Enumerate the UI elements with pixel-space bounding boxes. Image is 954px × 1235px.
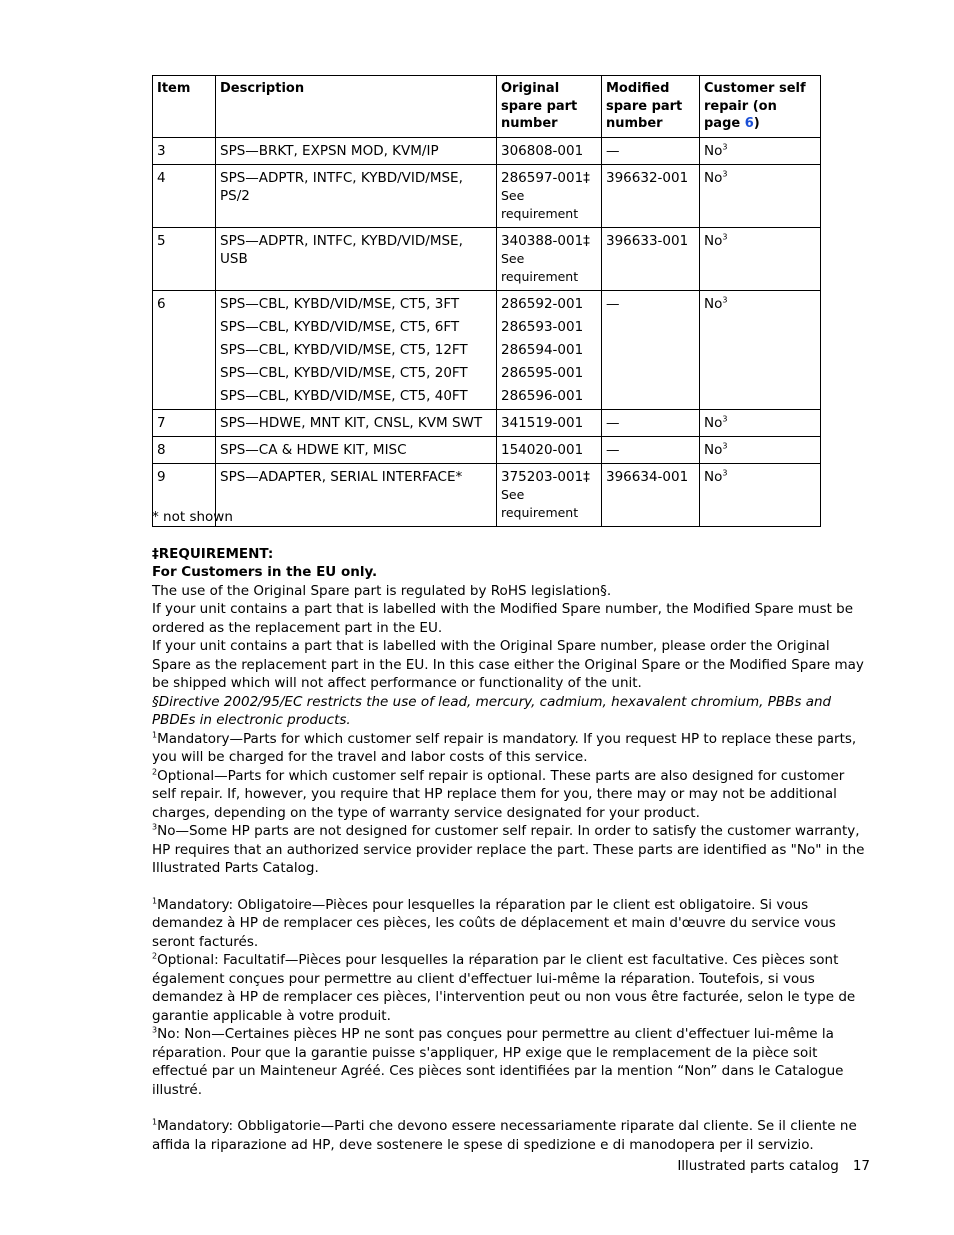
footer-section-title: Illustrated parts catalog — [677, 1158, 839, 1174]
description-line: SPS—CBL, KYBD/VID/MSE, CT5, 20FT — [220, 364, 468, 381]
footnote-number: 3 — [152, 1025, 158, 1035]
item-cell: 9 — [153, 463, 216, 526]
modified-part-cell: — — [602, 137, 700, 164]
footnote-definition — [152, 767, 872, 823]
customer-self-repair-cell — [700, 164, 821, 227]
french-definitions — [152, 896, 872, 1100]
description-line: SPS—CBL, KYBD/VID/MSE, CT5, 6FT — [220, 318, 460, 335]
header-csr-close: ) — [753, 116, 760, 131]
csr-value: No — [704, 142, 723, 159]
description-cell — [216, 227, 497, 290]
original-part-number: 286594-001 — [501, 341, 584, 358]
footnote-definition — [152, 951, 872, 1025]
customer-self-repair-cell — [700, 290, 821, 409]
header-original-spare: Original spare part number — [497, 76, 602, 138]
csr-value: No — [704, 441, 723, 458]
original-part-cell — [497, 436, 602, 463]
original-part-number: 286595-001 — [501, 364, 584, 381]
customer-self-repair-cell — [700, 227, 821, 290]
footnote-ref: 3 — [722, 169, 728, 178]
table-row — [153, 227, 821, 290]
description-line: SPS—CA & HDWE KIT, MISC — [220, 441, 407, 458]
footnote-text: Optional: Facultatif—Pièces pour lesquelles la réparation par le client est facultative. Ces pièces sont également conçues pour permettre au client d'effectuer lui-même la réparation. Toutefois, si vous demandez à HP de remplacer ces pièces, l'intervention peut ou non vous être facturée, selon le type de garantie applicable à votre produit. — [152, 952, 856, 1024]
directive-note: §Directive 2002/95/EC restricts the use of lead, mercury, cadmium, hexavalent chromium, PBBs and PBDEs in electronic products. — [152, 693, 832, 728]
english-definitions — [152, 730, 872, 878]
footnote-number: 3 — [152, 822, 158, 832]
description-line: SPS—HDWE, MNT KIT, CNSL, KVM SWT — [220, 414, 483, 431]
modified-part-cell: 396633-001 — [602, 227, 700, 290]
customer-self-repair-cell — [700, 409, 821, 436]
original-part-number: 340388-001‡ — [501, 232, 590, 249]
original-part-cell — [497, 164, 602, 227]
footnote-text: No: Non—Certaines pièces HP ne sont pas conçues pour permettre au client d'effectuer lui-même la réparation. Pour que la garantie puisse s'appliquer, HP exige que le remplacement de la pièce soit effectué par un Mainteneur Agréé. Ces pièces sont identifiées par la mention “Non” dans le Catalogue illustré. — [152, 1026, 844, 1098]
original-part-number: 286592-001 — [501, 295, 584, 312]
table-header-row — [153, 76, 821, 138]
csr-value: No — [704, 468, 723, 485]
footnote-ref: 3 — [722, 142, 728, 151]
footnote-text: Mandatory: Obbligatorie—Parti che devono essere necessariamente riparate dal cliente. Se il cliente ne affida la riparazione ad HP, deve sostenere le spese di spedizione e di manodopera per il servizio. — [152, 1118, 857, 1153]
csr-value: No — [704, 414, 723, 431]
modified-part-cell: — — [602, 436, 700, 463]
original-part-cell — [497, 227, 602, 290]
description-cell — [216, 290, 497, 409]
footnote-number: 1 — [152, 896, 158, 905]
footnote-number: 2 — [152, 767, 158, 776]
see-requirement-note: See requirement — [501, 486, 579, 520]
description-cell — [216, 137, 497, 164]
page-6-link[interactable]: 6 — [744, 116, 754, 131]
see-requirement-note: See requirement — [501, 250, 579, 284]
item-cell: 7 — [153, 409, 216, 436]
description-line: SPS—CBL, KYBD/VID/MSE, CT5, 40FT — [220, 387, 468, 404]
description-cell — [216, 436, 497, 463]
footnote-number: 1 — [152, 1117, 158, 1127]
modified-spare-note: If your unit contains a part that is labelled with the Modified Spare number, the Modified Spare must be ordered as the replacement part in the EU. — [152, 601, 854, 636]
requirement-heading: ‡REQUIREMENT: — [152, 545, 274, 562]
item-cell: 5 — [153, 227, 216, 290]
modified-part-cell: 396634-001 — [602, 463, 700, 526]
original-part-number: 286596-001 — [501, 387, 584, 404]
footnote-text: No—Some HP parts are not designed for customer self repair. In order to satisfy the customer warranty, HP requires that an authorized service provider replace the part. These parts are identified as "No" in the Illustrated Parts Catalog. — [152, 823, 865, 876]
original-part-number: 341519-001 — [501, 414, 584, 431]
header-modified-spare: Modified spare part number — [602, 76, 700, 138]
modified-part-cell: 396632-001 — [602, 164, 700, 227]
description-line: SPS—ADAPTER, SERIAL INTERFACE* — [220, 468, 463, 485]
modified-part-cell: — — [602, 290, 700, 409]
description-line: SPS—BRKT, EXPSN MOD, KVM/IP — [220, 142, 439, 159]
original-part-cell — [497, 409, 602, 436]
footnote-definition — [152, 1117, 872, 1154]
original-part-number: 306808-001 — [501, 142, 584, 159]
page-footer — [677, 1158, 870, 1174]
table-body — [153, 137, 821, 526]
description-line: SPS—ADPTR, INTFC, KYBD/VID/MSE, USB — [220, 232, 463, 267]
description-cell — [216, 409, 497, 436]
table-row — [153, 290, 821, 409]
notes-section — [152, 508, 872, 1154]
table-row — [153, 164, 821, 227]
footnote-definition — [152, 896, 872, 952]
original-part-number: 154020-001 — [501, 441, 584, 458]
header-description: Description — [216, 76, 497, 138]
table-row — [153, 137, 821, 164]
table-row — [153, 436, 821, 463]
footnote-ref: 3 — [722, 414, 728, 423]
description-line: SPS—CBL, KYBD/VID/MSE, CT5, 3FT — [220, 295, 460, 312]
footnote-number: 2 — [152, 951, 158, 961]
description-cell — [216, 164, 497, 227]
footnote-definition — [152, 1025, 872, 1099]
eu-heading: For Customers in the EU only. — [152, 564, 378, 580]
rohs-note: The use of the Original Spare part is regulated by RoHS legislation§. — [152, 582, 612, 599]
header-csr-text: Customer self repair (on page — [704, 81, 806, 131]
item-cell: 3 — [153, 137, 216, 164]
description-line: SPS—CBL, KYBD/VID/MSE, CT5, 12FT — [220, 341, 468, 358]
header-item: Item — [153, 76, 216, 138]
footnote-ref: 3 — [722, 441, 728, 450]
customer-self-repair-cell — [700, 436, 821, 463]
spare-parts-table — [152, 75, 821, 527]
footnote-ref: 3 — [722, 295, 728, 304]
page-number: 17 — [852, 1158, 870, 1174]
original-part-number: 375203-001‡ — [501, 468, 590, 485]
not-shown-note: * not shown — [152, 509, 233, 525]
item-cell: 6 — [153, 290, 216, 409]
original-part-cell — [497, 137, 602, 164]
footnote-text: Optional—Parts for which customer self repair is optional. These parts are also designed for customer self repair. If, however, you require that HP replace them for you, there may or may not be additional charges, depending on the type of warranty service designated for your product. — [152, 767, 845, 821]
original-spare-note: If your unit contains a part that is labelled with the Original Spare number, please order the Original Spare as the replacement part in the EU. In this case either the Original Spare or the Modified Spare may be shipped which will not affect performance or functionality of the unit. — [152, 638, 864, 691]
footnote-ref: 3 — [722, 468, 728, 477]
csr-value: No — [704, 295, 723, 312]
csr-value: No — [704, 169, 723, 186]
csr-value: No — [704, 232, 723, 249]
header-customer-self-repair — [700, 76, 821, 138]
footnote-definition — [152, 730, 872, 767]
footnote-text: Mandatory—Parts for which customer self repair is mandatory. If you request HP to replace these parts, you will be charged for the travel and labor costs of this service. — [152, 730, 857, 765]
item-cell: 4 — [153, 164, 216, 227]
original-part-cell — [497, 290, 602, 409]
item-cell: 8 — [153, 436, 216, 463]
original-part-number: 286597-001‡ — [501, 169, 590, 186]
table-row — [153, 409, 821, 436]
original-part-number: 286593-001 — [501, 318, 584, 335]
footnote-number: 1 — [152, 730, 158, 739]
modified-part-cell: — — [602, 409, 700, 436]
footnote-definition — [152, 822, 872, 878]
footnote-ref: 3 — [722, 232, 728, 241]
italian-definitions — [152, 1117, 872, 1154]
customer-self-repair-cell — [700, 137, 821, 164]
footnote-text: Mandatory: Obligatoire—Pièces pour lesquelles la réparation par le client est obligatoire. Si vous demandez à HP de remplacer ces pièces, les coûts de déplacement et main d'œuvre du service vous seront facturés. — [152, 896, 836, 950]
see-requirement-note: See requirement — [501, 187, 579, 221]
description-line: SPS—ADPTR, INTFC, KYBD/VID/MSE, PS/2 — [220, 169, 463, 204]
